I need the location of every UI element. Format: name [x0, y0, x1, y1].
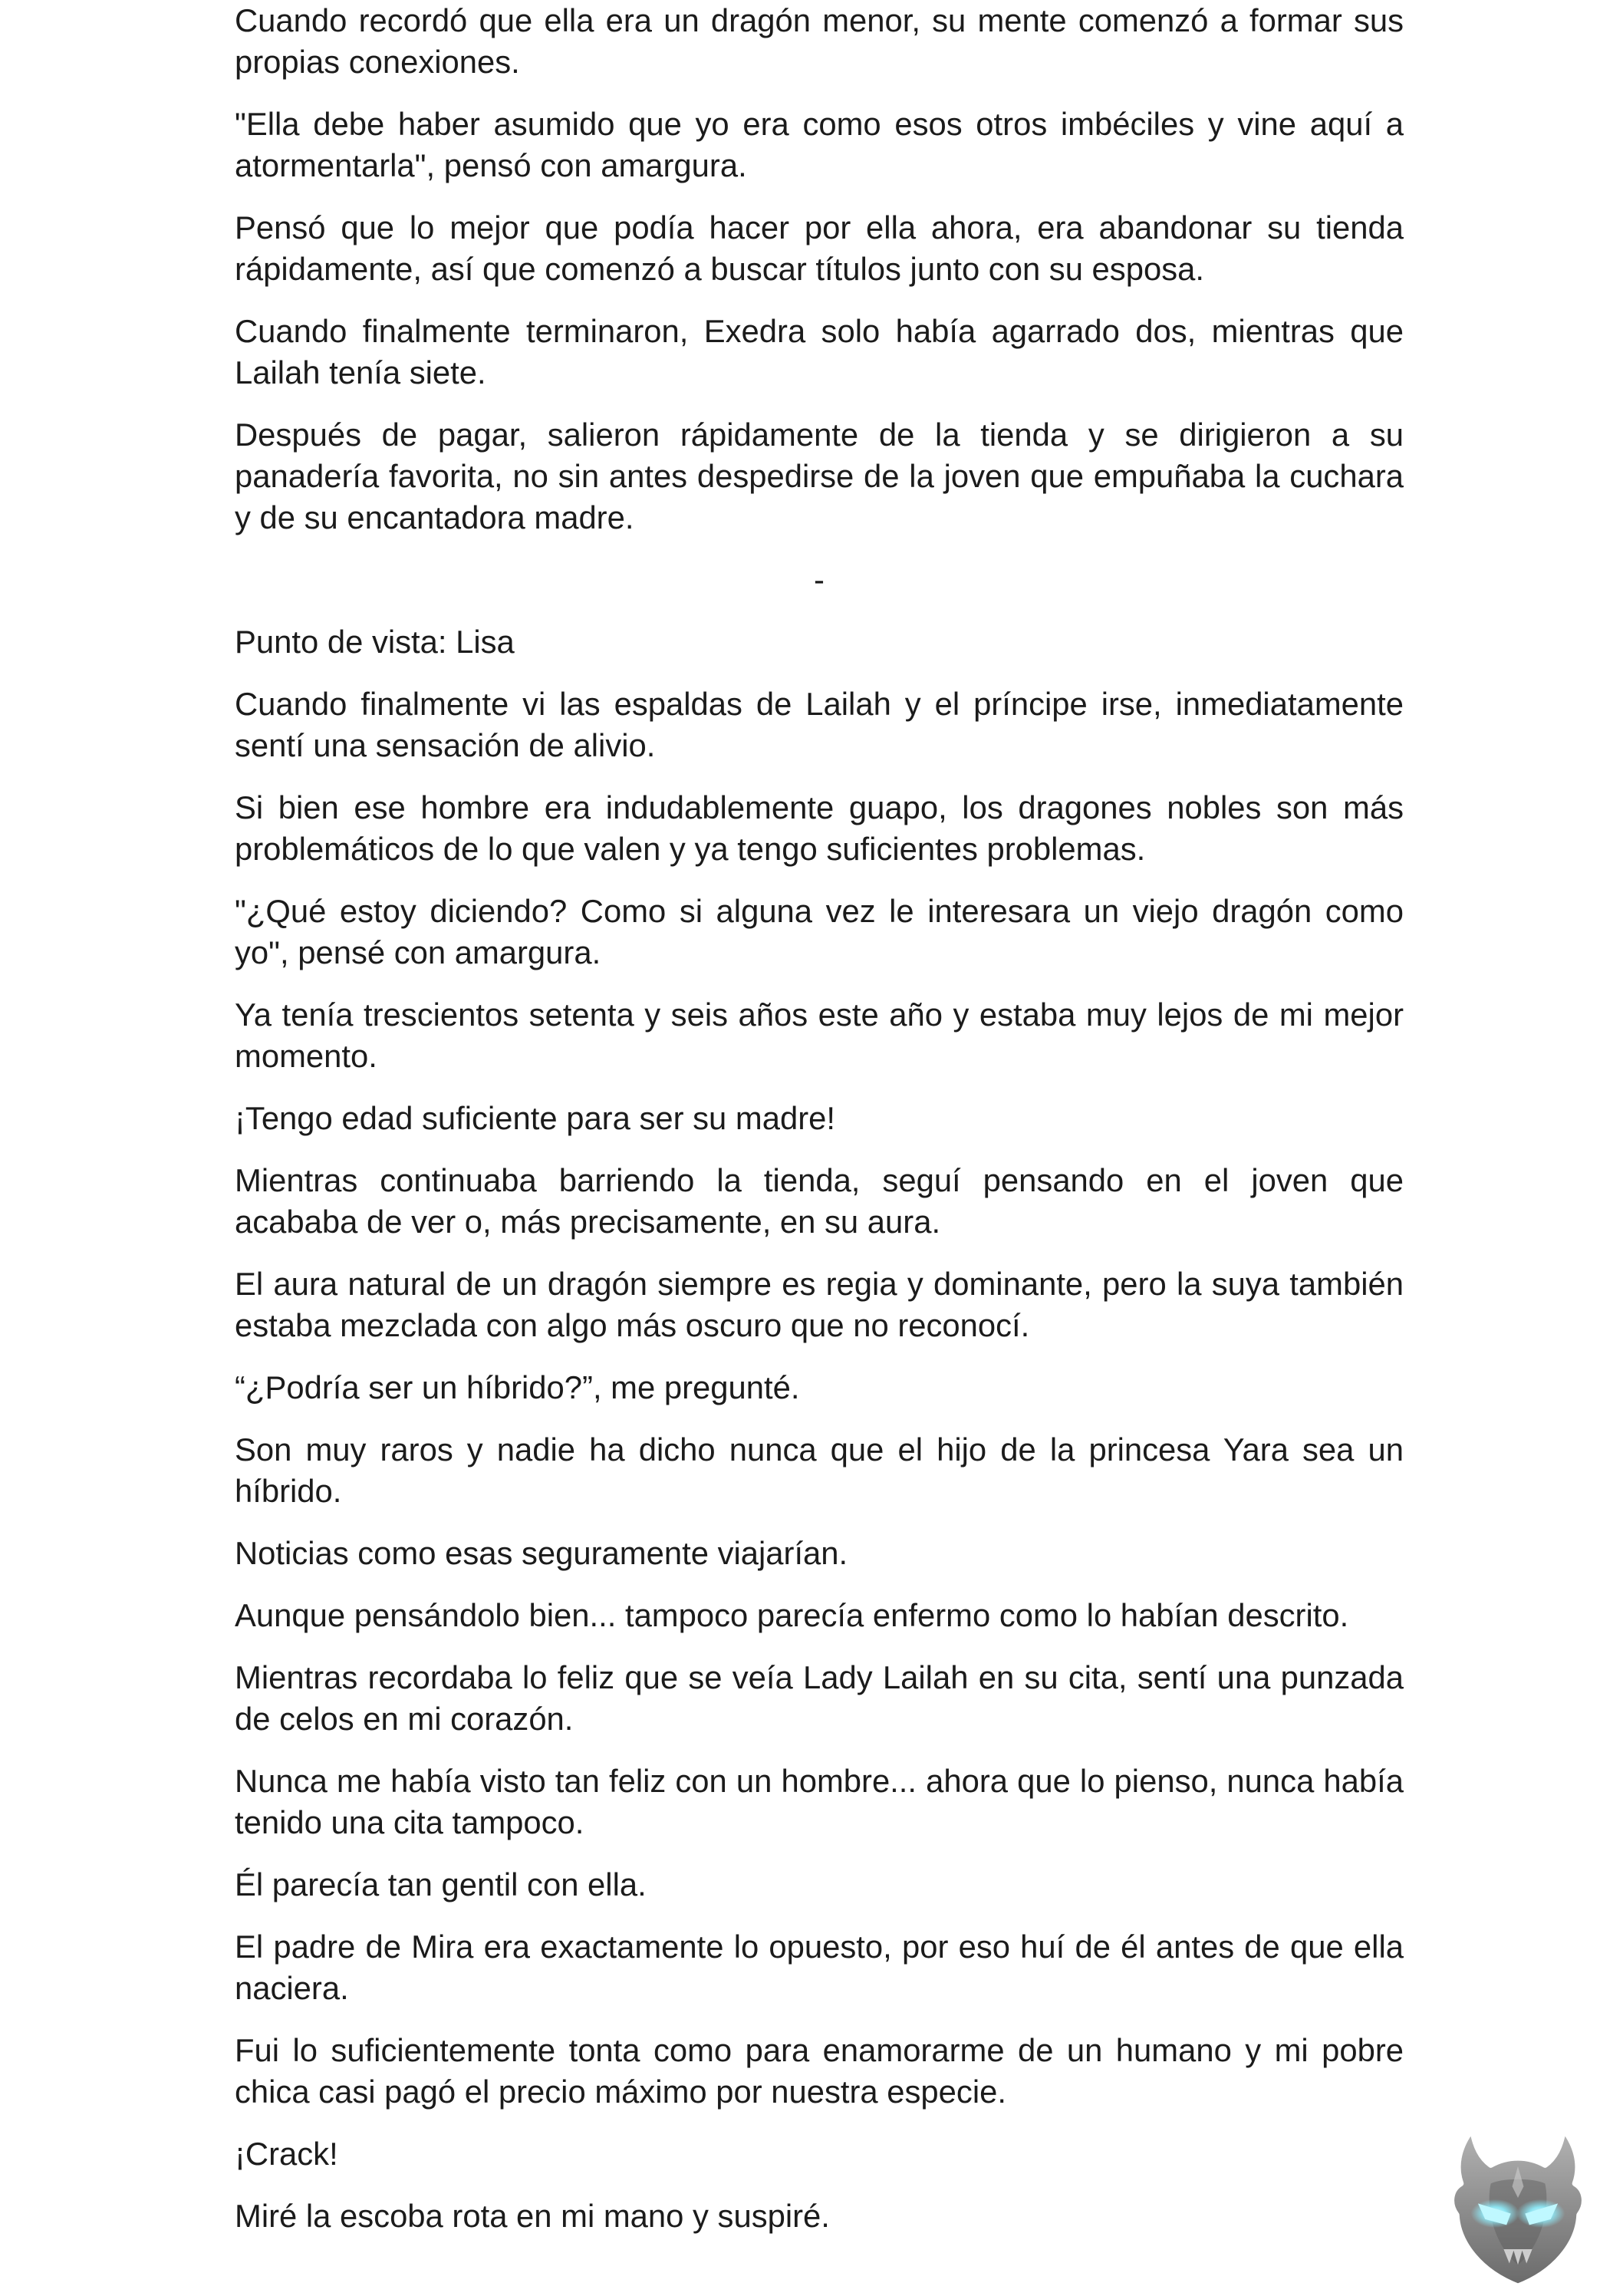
paragraph	[235, 207, 1404, 290]
paragraph	[235, 787, 1404, 870]
paragraph	[235, 1761, 1404, 1843]
text-line: Pensó que lo mejor que podía hacer por ella ahora, era abandonar su tienda	[235, 209, 1404, 245]
text-line: ¡Crack!	[235, 2136, 338, 2172]
text-line: Cuando finalmente vi las espaldas de Lailah y el príncipe irse, inmediatamente	[235, 686, 1404, 722]
text-line: El padre de Mira era exactamente lo opuesto, por eso huí de él antes de que ella	[235, 1929, 1404, 1965]
text-line: naciera.	[235, 1970, 349, 2006]
section-break	[235, 559, 1404, 601]
paragraph	[235, 311, 1404, 394]
paragraph	[235, 994, 1404, 1077]
text-line: Mientras recordaba lo feliz que se veía Lady Lailah en su cita, sentí una punzada	[235, 1659, 1404, 1695]
paragraph	[235, 0, 1404, 83]
section-break-dash: -	[814, 562, 825, 598]
paragraph	[235, 1657, 1404, 1740]
text-line: Mientras continuaba barriendo la tienda, seguí pensando en el joven que	[235, 1162, 1404, 1198]
paragraph	[235, 891, 1404, 973]
paragraph	[235, 1429, 1404, 1512]
text-line: “¿Podría ser un híbrido?”, me pregunté.	[235, 1369, 800, 1405]
text-line: Si bien ese hombre era indudablemente guapo, los dragones nobles son más	[235, 789, 1404, 825]
paragraph	[235, 104, 1404, 186]
paragraph	[235, 1864, 1404, 1906]
text-line: panadería favorita, no sin antes despedirse de la joven que empuñaba la cuchara	[235, 458, 1404, 494]
text-line: Aunque pensándolo bien... tampoco parecía enfermo como lo habían descrito.	[235, 1597, 1349, 1633]
text-line: Ya tenía trescientos setenta y seis años este año y estaba muy lejos de mi mejor	[235, 996, 1404, 1033]
paragraph	[235, 414, 1404, 539]
text-line: Cuando finalmente terminaron, Exedra solo había agarrado dos, mientras que	[235, 313, 1404, 349]
pov-heading	[235, 621, 1404, 663]
text-line: rápidamente, así que comenzó a buscar títulos junto con su esposa.	[235, 251, 1204, 287]
text-line: propias conexiones.	[235, 44, 520, 80]
paragraph	[235, 1367, 1404, 1408]
text-line: "Ella debe haber asumido que yo era como esos otros imbéciles y vine aquí a	[235, 106, 1404, 142]
paragraph	[235, 1263, 1404, 1346]
text-line: de celos en mi corazón.	[235, 1701, 574, 1737]
paragraph	[235, 1098, 1404, 1139]
text-line: híbrido.	[235, 1473, 342, 1509]
text-line: tenido una cita tampoco.	[235, 1804, 584, 1840]
text-line: y de su encantadora madre.	[235, 499, 634, 535]
text-line: estaba mezclada con algo más oscuro que no reconocí.	[235, 1307, 1030, 1343]
paragraph	[235, 2196, 1404, 2237]
text-line: El aura natural de un dragón siempre es regia y dominante, pero la suya también	[235, 1266, 1404, 1302]
pov-heading-text: Punto de vista: Lisa	[235, 624, 515, 660]
paragraph	[235, 684, 1404, 766]
paragraph	[235, 1160, 1404, 1243]
text-line: Lailah tenía siete.	[235, 354, 486, 390]
text-line: Cuando recordó que ella era un dragón menor, su mente comenzó a formar sus	[235, 2, 1404, 38]
text-line: acababa de ver o, más precisamente, en su aura.	[235, 1204, 941, 1240]
paragraph	[235, 1595, 1404, 1636]
text-line: atormentarla", pensó con amargura.	[235, 147, 747, 183]
text-line: momento.	[235, 1038, 377, 1074]
text-line: Son muy raros y nadie ha dicho nunca que el hijo de la princesa Yara sea un	[235, 1431, 1404, 1468]
text-line: problemáticos de lo que valen y ya tengo suficientes problemas.	[235, 831, 1146, 867]
demon-head-icon	[1447, 2123, 1589, 2292]
text-line: Noticias como esas seguramente viajarían.	[235, 1535, 848, 1571]
paragraph	[235, 2030, 1404, 2113]
text-line: "¿Qué estoy diciendo? Como si alguna vez le interesara un viejo dragón como	[235, 893, 1404, 929]
text-line: chica casi pagó el precio máximo por nuestra especie.	[235, 2074, 1006, 2110]
paragraph	[235, 2133, 1404, 2175]
text-line: yo", pensé con amargura.	[235, 934, 601, 970]
text-line: ¡Tengo edad suficiente para ser su madre!	[235, 1100, 835, 1136]
paragraph	[235, 1533, 1404, 1574]
text-line: Nunca me había visto tan feliz con un hombre... ahora que lo pienso, nunca había	[235, 1763, 1404, 1799]
text-line: Después de pagar, salieron rápidamente de la tienda y se dirigieron a su	[235, 417, 1404, 453]
text-line: sentí una sensación de alivio.	[235, 727, 656, 763]
text-line: Fui lo suficientemente tonta como para enamorarme de un humano y mi pobre	[235, 2032, 1404, 2068]
watermark-logo	[1447, 2123, 1589, 2292]
text-line: Miré la escoba rota en mi mano y suspiré.	[235, 2198, 830, 2234]
text-column	[235, 0, 1404, 2258]
paragraph	[235, 1926, 1404, 2009]
text-line: Él parecía tan gentil con ella.	[235, 1866, 647, 1902]
